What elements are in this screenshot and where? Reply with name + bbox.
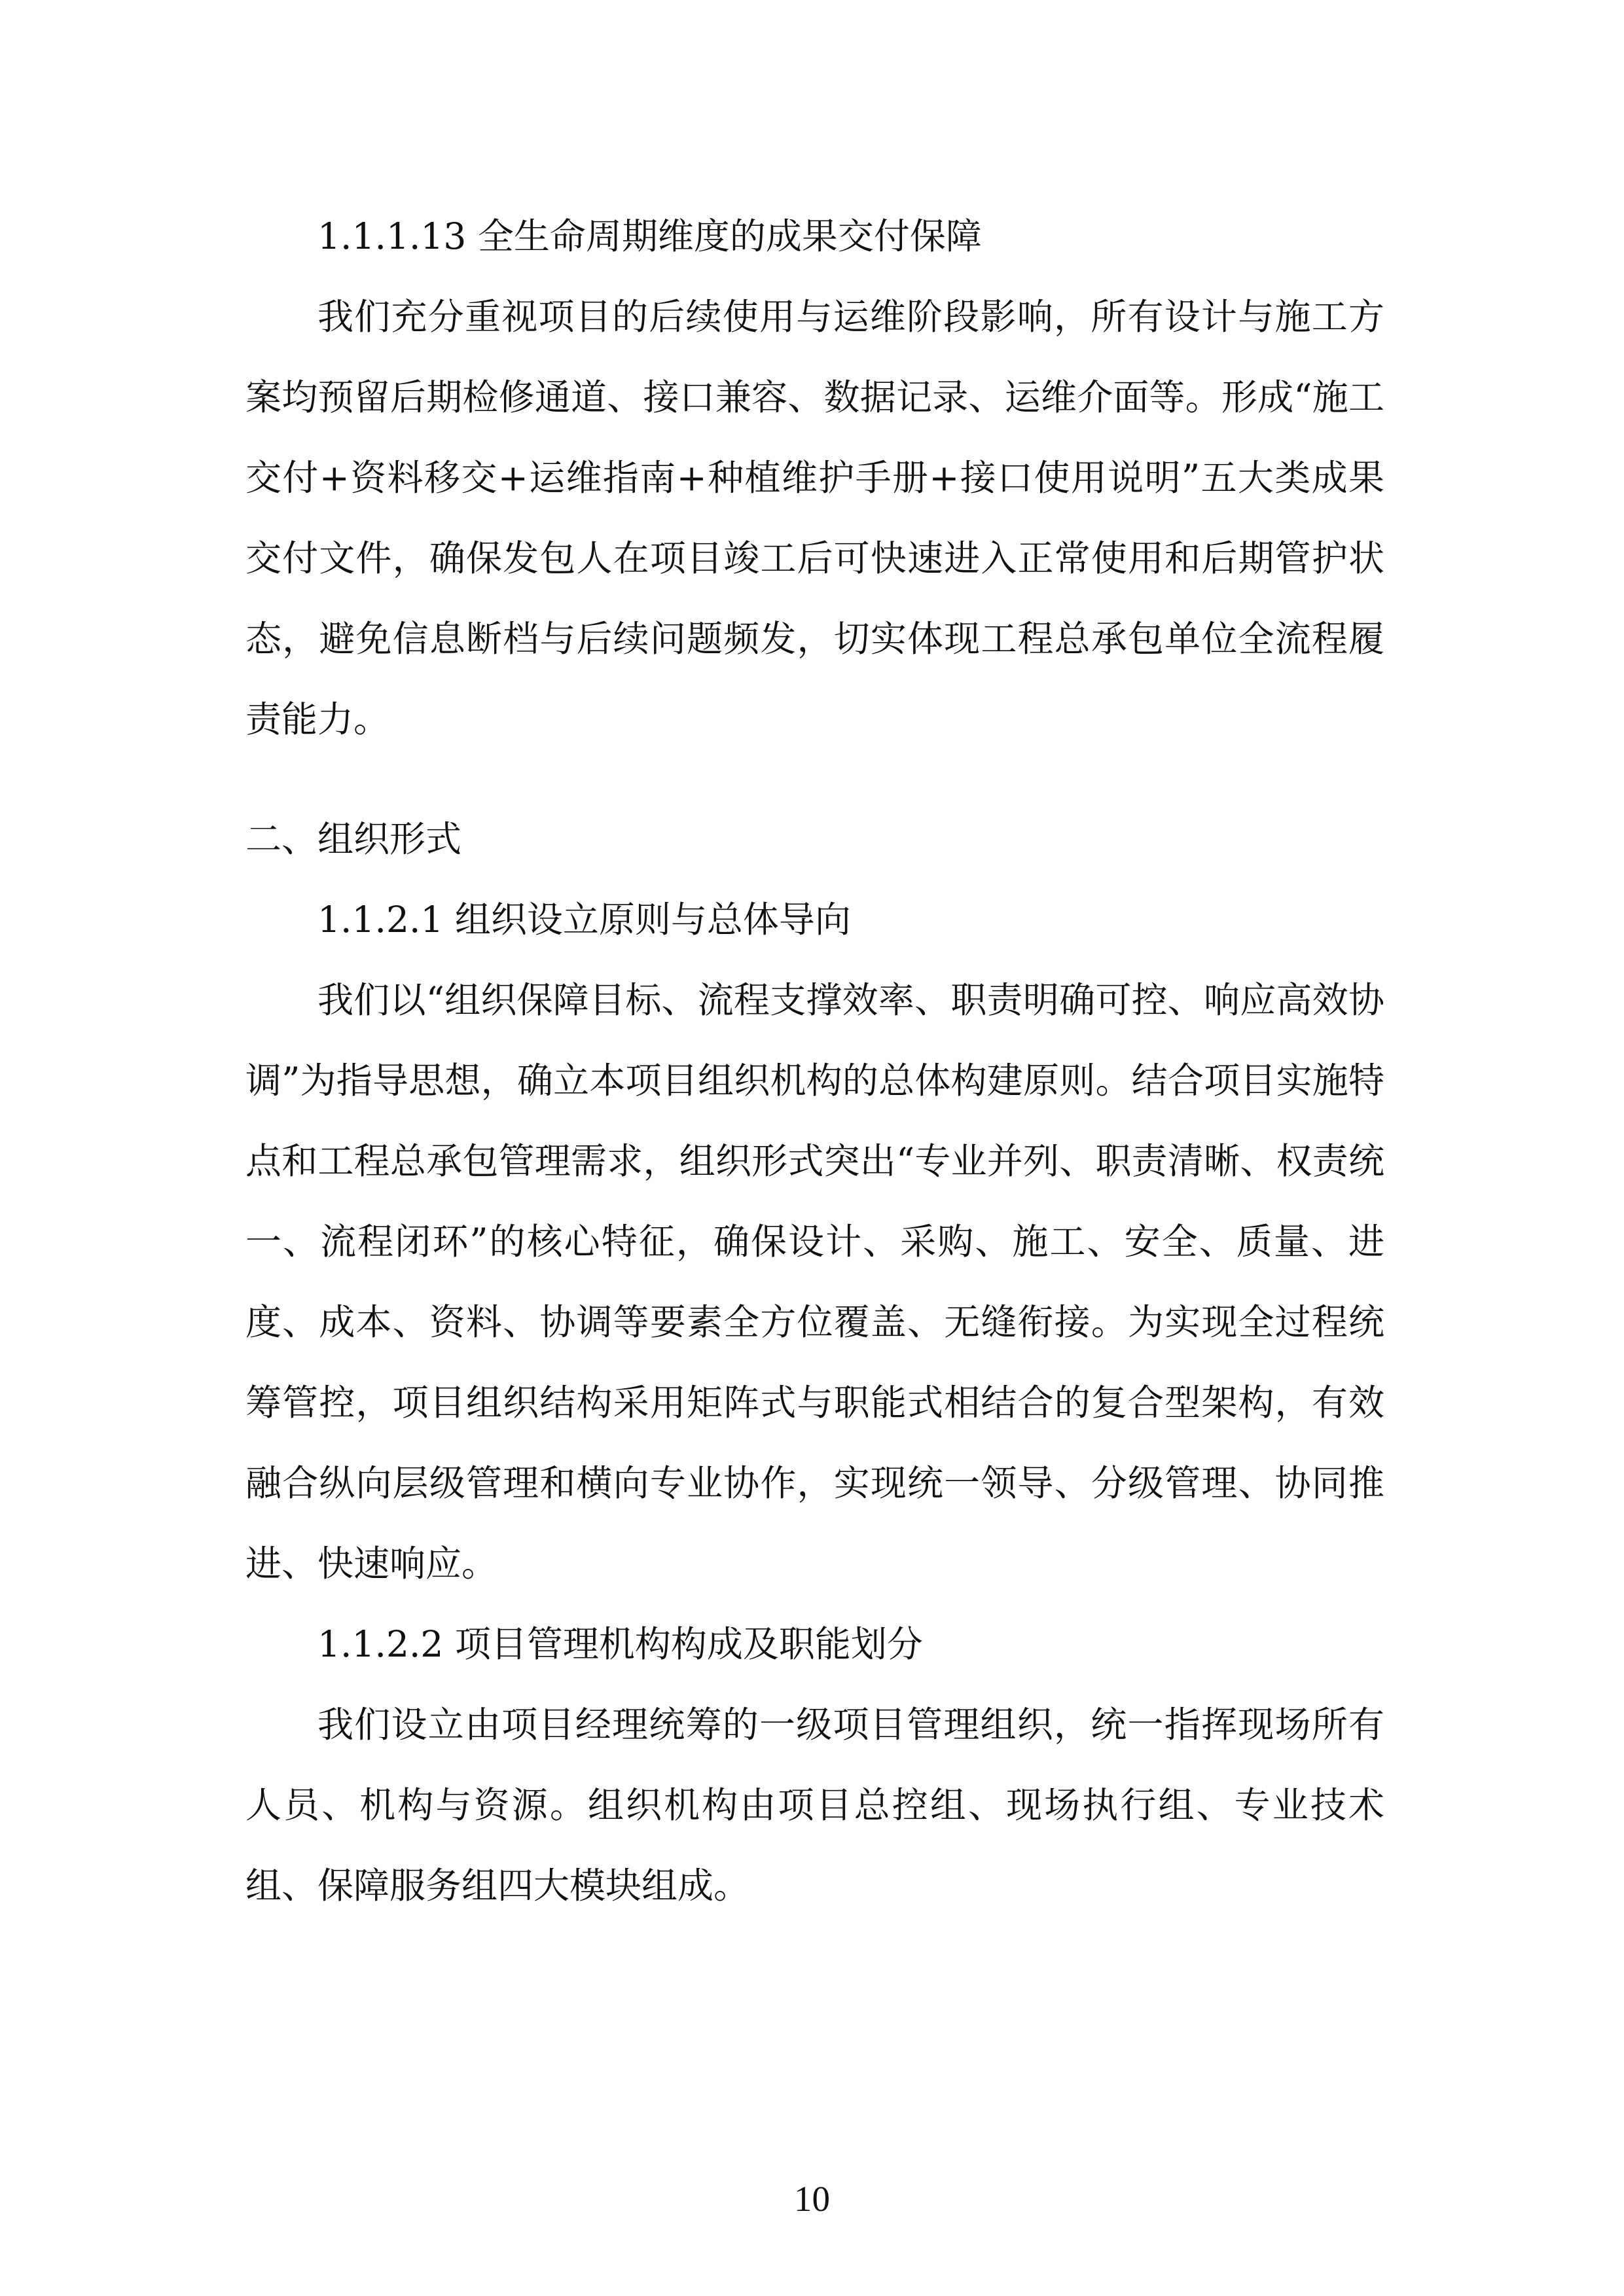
section-heading-organization-form: 二、组织形式 [245,818,462,860]
document-body [245,196,1384,1926]
paragraph-management-structure: 我们设立由项目经理统筹的一级项目管理组织，统一指挥现场所有人员、机构与资源。组织机构由项目总控组、现场执行组、专业技术组、保障服务组四大模块组成。 [245,1704,1384,1907]
paragraph-organization-principles: 我们以“组织保障目标、流程支撑效率、职责明确可控、响应高效协调”为指导思想，确立本项目组织机构的总体构建原则。结合项目实施特点和工程总承包管理需求，组织形式突出“专业并列、职责清晰、权责统一、流程闭环”的核心特征，确保设计、采购、施工、安全、质量、进度、成本、资料、协调等要素全方位覆盖、无缝衔接。为实现全过程统筹管控，项目组织结构采用矩阵式与职能式相结合的复合型架构，有效融合纵向层级管理和横向专业协作，实现统一领导、分级管理、协同推进、快速响应。 [245,979,1384,1585]
subsection-heading-1-1-2-1: 1.1.2.1 组织设立原则与总体导向 [317,899,851,941]
page-number: 10 [794,2179,830,2219]
subsection-heading-1-1-2-2: 1.1.2.2 项目管理机构构成及职能划分 [317,1623,923,1665]
paragraph-deliverables-guarantee: 我们充分重视项目的后续使用与运维阶段影响，所有设计与施工方案均预留后期检修通道、接口兼容、数据记录、运维介面等。形成“施工交付+资料移交+运维指南+种植维护手册+接口使用说明”五大类成果交付文件，确保发包人在项目竣工后可快速进入正常使用和后期管护状态，避免信息断档与后续问题频发，切实体现工程总承包单位全流程履责能力。 [245,296,1384,740]
subsection-heading-1-1-1-13: 1.1.1.13 全生命周期维度的成果交付保障 [317,215,982,257]
